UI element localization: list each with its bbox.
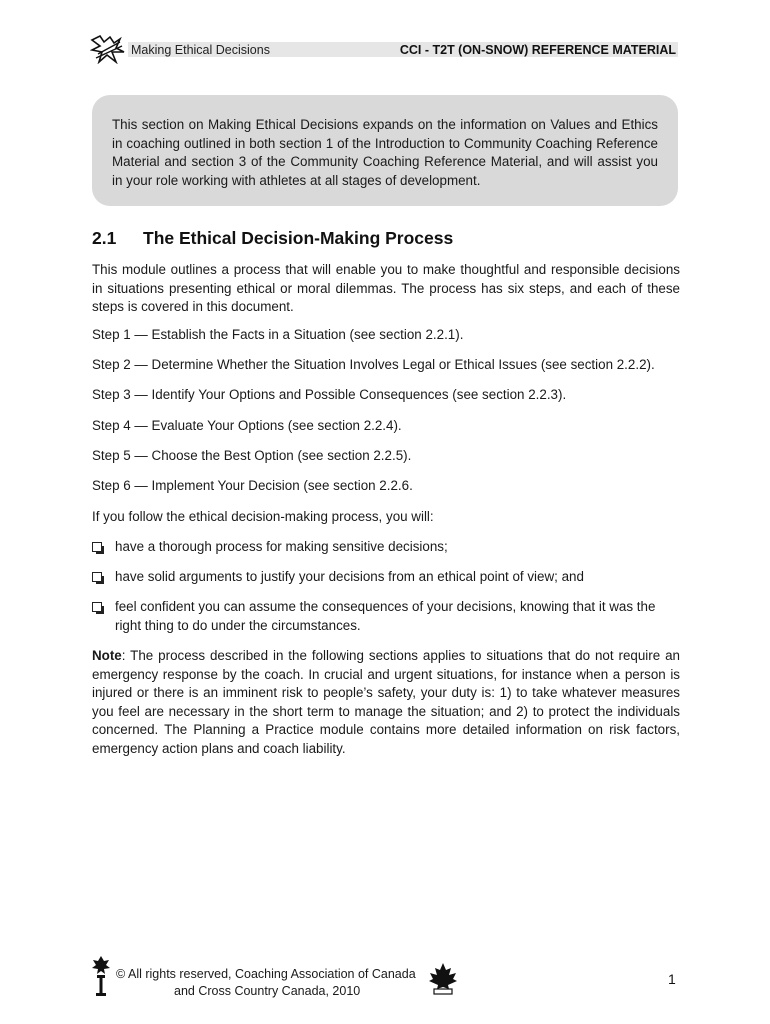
step-5: Step 5 — Choose the Best Option (see section 2.2.5). (92, 448, 412, 463)
header-title-left: Making Ethical Decisions (131, 43, 270, 57)
note-label: Note (92, 648, 122, 663)
maple-leaf-logo-icon (428, 962, 458, 996)
step-3: Step 3 — Identify Your Options and Possible Consequences (see section 2.2.3). (92, 387, 567, 402)
bullet-text: have a thorough process for making sensitive decisions; (115, 539, 448, 554)
section-number: 2.1 (92, 228, 117, 248)
footer-copyright (116, 966, 416, 1000)
header-title-right: CCI - T2T (ON-SNOW) REFERENCE MATERIAL (399, 43, 676, 57)
bullet-text: feel confident you can assume the consequences of your decisions, knowing that it was the right thing to do under the circumstances. (115, 599, 656, 633)
checkbox-bullet-icon (92, 602, 102, 612)
checkbox-bullet-icon (92, 572, 102, 582)
skier-logo-icon (90, 34, 126, 64)
torch-logo-icon (91, 955, 111, 997)
checkbox-bullet-icon (92, 542, 102, 552)
note-paragraph (92, 647, 680, 758)
list-item (92, 538, 680, 557)
step-4: Step 4 — Evaluate Your Options (see section 2.2.4). (92, 418, 402, 433)
note-text: : The process described in the following sections applies to situations that do not require an emergency response by the coach. In crucial and urgent situations, for instance when a person is injured or there is an imminent risk to people’s safety, your duty is: 1) to take whatever measures you feel are necessary in the short term to manage the situation; and 2) to protect the individuals concerned. The Planning a Practice module contains more detailed information on risk factors, emergency action plans and coach liability. (92, 648, 680, 756)
list-item (92, 568, 680, 587)
list-item (92, 598, 680, 635)
section-title: The Ethical Decision-Making Process (143, 228, 454, 248)
page-number: 1 (668, 971, 676, 987)
footer-copyright-line1: © All rights reserved, Coaching Association of Canada (116, 967, 416, 981)
step-1: Step 1 — Establish the Facts in a Situation (see section 2.2.1). (92, 327, 464, 342)
footer-copyright-line2: and Cross Country Canada, 2010 (174, 984, 361, 998)
follow-text: If you follow the ethical decision-making process, you will: (92, 509, 434, 524)
step-2: Step 2 — Determine Whether the Situation Involves Legal or Ethical Issues (see section 2.2.2). (92, 357, 655, 372)
step-6: Step 6 — Implement Your Decision (see section 2.2.6. (92, 478, 413, 493)
section-heading (92, 228, 453, 249)
intro-text: This section on Making Ethical Decisions expands on the information on Values and Ethics in coaching outlined in both section 1 of the Introduction to Community Coaching Reference Material and section 3 of the Community Coaching Reference Material, and will assist you in your role working with athletes at all stages of development. (112, 117, 658, 188)
bullet-text: have solid arguments to justify your decisions from an ethical point of view; and (115, 569, 584, 584)
section-intro-paragraph: This module outlines a process that will enable you to make thoughtful and responsible decisions in situations presenting ethical or moral dilemmas. The process has six steps, and each of these steps is covered in this document. (92, 262, 680, 314)
